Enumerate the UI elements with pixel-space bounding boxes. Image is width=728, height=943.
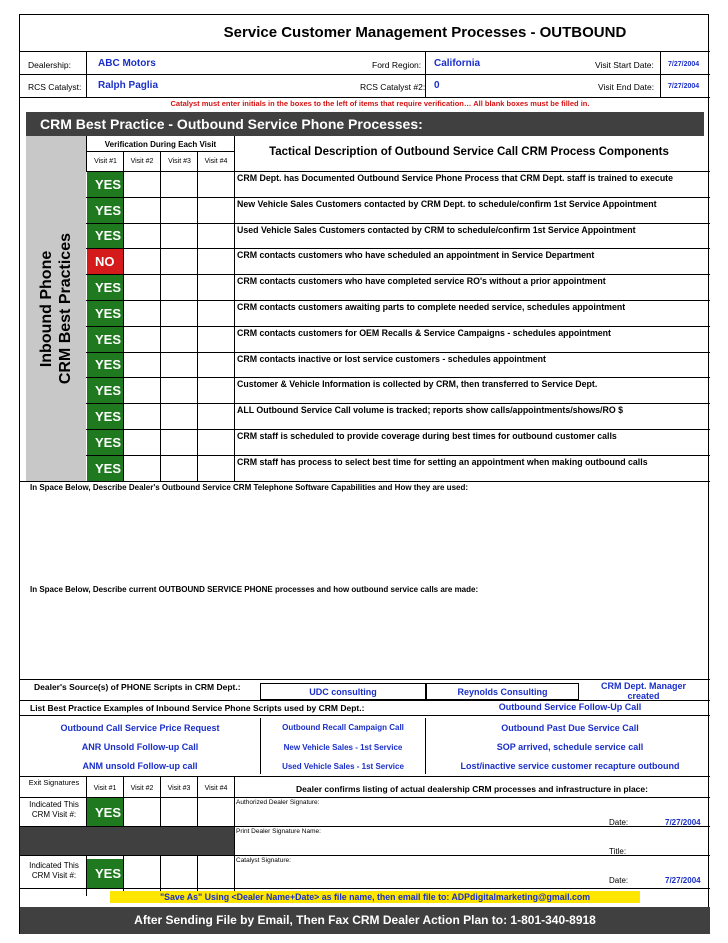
visit-start-label: Visit Start Date: — [595, 60, 654, 70]
practice-status-visit-1[interactable]: NO — [87, 249, 123, 274]
indicated-label-1: Indicated This CRM Visit #: — [29, 800, 79, 819]
practice-description: CRM contacts customers awaiting parts to complete needed service, schedules appointment — [237, 302, 626, 312]
rcs-value[interactable]: Ralph Paglia — [98, 80, 159, 91]
practice-status-visit-4[interactable] — [197, 455, 234, 481]
practice-description: Customer & Vehicle Information is collected by CRM, then transferred to Service Dept. — [237, 379, 598, 390]
practice-status-visit-1[interactable]: YES — [87, 327, 123, 352]
dealership-label: Dealership: — [28, 60, 71, 70]
auth-signature-label: Authorized Dealer Signature: — [236, 799, 320, 806]
date-value-2[interactable]: 7/27/2004 — [665, 876, 701, 885]
region-label: Ford Region: — [372, 60, 422, 70]
describe-process-field[interactable] — [30, 597, 700, 677]
practice-status-visit-1[interactable]: YES — [87, 430, 123, 455]
rcs2-label: RCS Catalyst #2: — [360, 82, 426, 92]
script-source-2[interactable]: Reynolds Consulting — [426, 683, 579, 700]
instruction-text: Catalyst must enter initials in the boxes to the left of items that require verification… All blank boxes must be filled in. — [170, 99, 590, 108]
practice-status-visit-2[interactable] — [123, 403, 160, 429]
exit-visit-2: Visit #2 — [130, 785, 154, 792]
practice-status-visit-3[interactable] — [160, 197, 197, 223]
practice-status-visit-2[interactable] — [123, 352, 160, 378]
practice-status-visit-3[interactable] — [160, 171, 197, 197]
practice-status-visit-2[interactable] — [123, 377, 160, 403]
practice-status-visit-1[interactable]: YES — [87, 456, 123, 481]
practice-status-visit-3[interactable] — [160, 403, 197, 429]
dealer-confirm-text: Dealer confirms listing of actual dealership CRM processes and infrastructure in place: — [296, 784, 648, 794]
fax-instruction: After Sending File by Email, Then Fax CRM Dealer Action Plan to: 1-801-340-8918 — [20, 907, 710, 934]
practice-status-visit-2[interactable] — [123, 326, 160, 352]
verification-title: Verification During Each Visit — [104, 140, 217, 149]
practice-description: ALL Outbound Service Call volume is tracked; reports show calls/appointments/shows/RO $ — [237, 405, 624, 416]
script-examples-label: List Best Practice Examples of Inbound Service Phone Scripts used by CRM Dept.: — [30, 703, 365, 713]
visit-2-header: Visit #2 — [130, 158, 154, 165]
practice-status-visit-1[interactable]: YES — [87, 353, 123, 378]
visit-4-header: Visit #4 — [204, 158, 228, 165]
practice-description: CRM staff is scheduled to provide coverage during best times for outbound customer calls — [237, 431, 617, 441]
practice-status-visit-2[interactable] — [123, 274, 160, 300]
practice-status-visit-1[interactable]: YES — [87, 378, 123, 403]
practice-status-visit-4[interactable] — [197, 429, 234, 455]
script-example-followup[interactable]: Outbound Service Follow-Up Call — [498, 702, 642, 712]
print-name-label: Print Dealer Signature Name: — [236, 828, 321, 835]
script-example-anr[interactable]: ANR Unsold Follow-up Call — [81, 742, 199, 752]
practice-status-visit-4[interactable] — [197, 300, 234, 326]
exit-visit-1: Visit #1 — [93, 785, 117, 792]
practice-status-visit-1[interactable]: YES — [87, 172, 123, 197]
visit-1-header: Visit #1 — [94, 158, 117, 165]
form-sheet — [19, 14, 709, 934]
practice-status-visit-2[interactable] — [123, 197, 160, 223]
practice-status-visit-4[interactable] — [197, 377, 234, 403]
title-label: Title: — [609, 847, 627, 856]
practice-status-visit-3[interactable] — [160, 429, 197, 455]
practice-status-visit-2[interactable] — [123, 429, 160, 455]
practice-status-visit-4[interactable] — [197, 352, 234, 378]
region-value[interactable]: California — [434, 58, 481, 69]
script-example-pastdue[interactable]: Outbound Past Due Service Call — [501, 723, 639, 733]
script-example-newveh[interactable]: New Vehicle Sales - 1st Service — [283, 743, 403, 752]
practice-description: CRM contacts customers who have scheduled an appointment in Service Department — [237, 250, 595, 261]
practice-status-visit-4[interactable] — [197, 197, 234, 223]
indicated-label-2: Indicated This CRM Visit #: — [29, 861, 79, 880]
dealership-value[interactable]: ABC Motors — [98, 58, 156, 69]
date-label-2: Date: — [609, 876, 629, 885]
practice-status-visit-1[interactable]: YES — [87, 198, 123, 223]
practice-status-visit-4[interactable] — [197, 248, 234, 274]
practice-status-visit-3[interactable] — [160, 352, 197, 378]
script-source-1[interactable]: UDC consulting — [260, 683, 426, 700]
script-source-3[interactable]: CRM Dept. Manager created — [600, 681, 686, 700]
practice-status-visit-3[interactable] — [160, 326, 197, 352]
side-label — [26, 136, 86, 481]
exit-signatures-label: Exit Signatures — [28, 778, 80, 787]
practice-status-visit-1[interactable]: YES — [87, 301, 123, 326]
tactical-header: Tactical Description of Outbound Service Call CRM Process Components — [269, 146, 669, 158]
practice-status-visit-4[interactable] — [197, 274, 234, 300]
section-title: CRM Best Practice - Outbound Service Phone Processes: — [26, 112, 704, 136]
date-label-1: Date: — [609, 818, 629, 827]
practice-description: Used Vehicle Sales Customers contacted by CRM to schedule/confirm 1st Service Appointment — [237, 224, 636, 235]
practice-description: New Vehicle Sales Customers contacted by CRM Dept. to schedule/confirm 1st Service Appointment — [237, 198, 657, 209]
exit-status-2[interactable]: YES — [87, 859, 123, 888]
practice-description: CRM contacts customers for OEM Recalls & Service Campaigns - schedules appointment — [237, 327, 611, 338]
practice-status-visit-3[interactable] — [160, 455, 197, 481]
describe-process-label: In Space Below, Describe current OUTBOUND SERVICE PHONE processes and how outbound service calls are made: — [30, 585, 479, 594]
practice-status-visit-2[interactable] — [123, 223, 160, 249]
script-example-sop[interactable]: SOP arrived, schedule service call — [496, 742, 644, 752]
practice-status-visit-1[interactable]: YES — [87, 275, 123, 300]
visit-3-header: Visit #3 — [168, 158, 191, 165]
practice-status-visit-4[interactable] — [197, 171, 234, 197]
practice-status-visit-2[interactable] — [123, 455, 160, 481]
exit-visit-4: Visit #4 — [204, 785, 228, 792]
practice-description: CRM contacts inactive or lost service customers - schedules appointment — [237, 353, 546, 364]
rcs-label: RCS Catalyst: — [28, 82, 82, 92]
practice-status-visit-2[interactable] — [123, 300, 160, 326]
script-example-price[interactable]: Outbound Call Service Price Request — [60, 723, 220, 733]
practice-status-visit-3[interactable] — [160, 300, 197, 326]
form-title: Service Customer Management Processes - OUTBOUND — [223, 24, 627, 41]
visit-end-value[interactable]: 7/27/2004 — [668, 83, 700, 90]
describe-software-label: In Space Below, Describe Dealer's Outbound Service CRM Telephone Software Capabilities and How they are used: — [30, 483, 469, 492]
practice-description: CRM contacts customers who have completed service RO's without a prior appointment — [237, 276, 606, 287]
practice-status-visit-3[interactable] — [160, 274, 197, 300]
script-example-lost[interactable]: Lost/inactive service customer recapture outbound — [460, 761, 680, 771]
practice-status-visit-3[interactable] — [160, 223, 197, 249]
catalyst-signature-label: Catalyst Signature: — [236, 857, 291, 864]
practice-description: CRM staff has process to select best time for setting an appointment when making outbound calls — [237, 456, 648, 467]
script-sources-label: Dealer's Source(s) of PHONE Scripts in CRM Dept.: — [34, 682, 241, 692]
practice-status-visit-4[interactable] — [197, 223, 234, 249]
practice-status-visit-4[interactable] — [197, 326, 234, 352]
script-example-usedveh[interactable]: Used Vehicle Sales - 1st Service — [282, 762, 404, 771]
visit-end-label: Visit End Date: — [598, 82, 655, 92]
script-example-recall[interactable]: Outbound Recall Campaign Call — [282, 723, 404, 732]
practice-status-visit-3[interactable] — [160, 377, 197, 403]
exit-visit-3: Visit #3 — [167, 785, 191, 792]
exit-status-1[interactable]: YES — [87, 798, 123, 826]
practice-status-visit-4[interactable] — [197, 403, 234, 429]
signature-spacer — [20, 827, 234, 855]
practice-status-visit-2[interactable] — [123, 248, 160, 274]
practice-status-visit-3[interactable] — [160, 248, 197, 274]
practice-status-visit-1[interactable]: YES — [87, 224, 123, 249]
date-value-1[interactable]: 7/27/2004 — [665, 818, 701, 827]
practice-description: CRM Dept. has Documented Outbound Service Phone Process that CRM Dept. staff is trained to execute — [237, 173, 674, 183]
side-label-line1: Inbound Phone — [38, 250, 55, 367]
script-example-anm[interactable]: ANM unsold Follow-up call — [82, 761, 198, 771]
rcs2-value[interactable]: 0 — [434, 80, 440, 91]
save-as-instruction: "Save As" Using <Dealer Name+Date> as file name, then email file to: ADPdigitalmarketing@gmail.com — [110, 891, 640, 903]
practice-status-visit-2[interactable] — [123, 171, 160, 197]
side-label-line2: CRM Best Practices — [57, 232, 74, 385]
practice-status-visit-1[interactable]: YES — [87, 404, 123, 429]
visit-start-value[interactable]: 7/27/2004 — [668, 61, 700, 68]
describe-software-field[interactable] — [30, 495, 700, 585]
